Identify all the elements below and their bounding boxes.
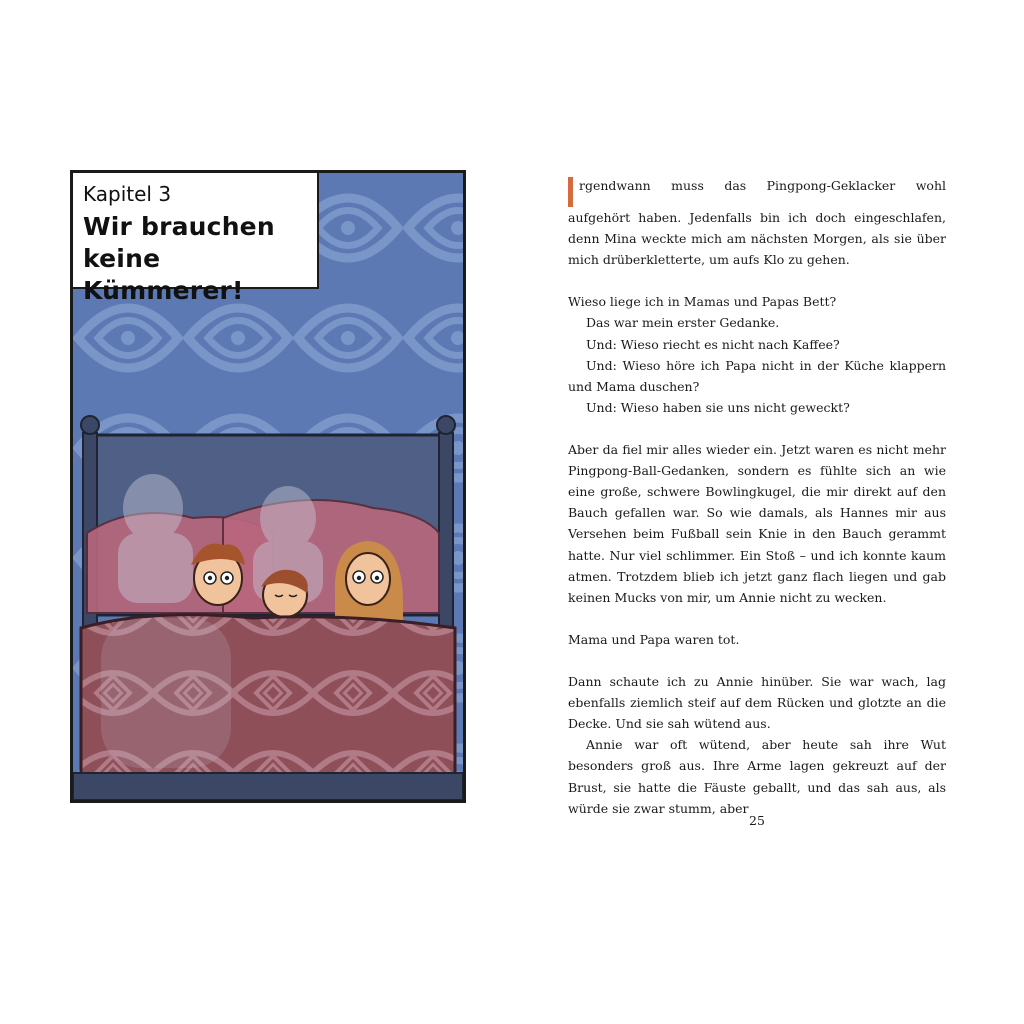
paragraph-5: Und: Wieso höre ich Papa nicht in der Küche klappern und Mama duschen? xyxy=(568,357,946,394)
paragraph-1-rest: haben. Jedenfalls bin ich doch eingeschlafen, denn Mina weckte mich am nächsten Morgen, als sie über mich drüberkletterte, um aufs Klo zu gehen. xyxy=(568,210,946,268)
chapter-title: Wir brauchen keine Kümmerer! xyxy=(83,212,275,305)
paragraph-1-first-line: rgendwann muss das Pingpong-Geklacker wohl aufgehört xyxy=(568,178,946,225)
page-number: 25 xyxy=(749,813,765,828)
paragraph-4: Und: Wieso riecht es nicht nach Kaffee? xyxy=(586,336,840,352)
paragraph-gap xyxy=(568,608,946,629)
chapter-label: Kapitel 3 xyxy=(83,182,172,206)
paragraph-8: Mama und Papa waren tot. xyxy=(568,631,740,647)
paragraph-gap xyxy=(568,650,946,671)
chapter-illustration xyxy=(70,170,466,803)
story-text xyxy=(568,175,946,819)
paragraph-3: Das war mein erster Gedanke. xyxy=(586,315,780,331)
dropcap-i xyxy=(568,177,573,207)
paragraph-gap xyxy=(568,270,946,291)
paragraph-gap xyxy=(568,418,946,439)
paragraph-9: Dann schaute ich zu Annie hinüber. Sie war wach, lag ebenfalls ziemlich steif auf dem Rücken und glotzte an die Decke. Und sie sah wütend aus. xyxy=(568,674,946,732)
paragraph-1 xyxy=(568,175,946,270)
paragraph-10: Annie war oft wütend, aber heute sah ihre Wut besonders groß aus. Ihre Arme lagen gekreuzt auf der Brust, sie hatte die Fäuste geballt, und das sah aus, als würde sie zwar stumm, aber xyxy=(568,737,946,816)
paragraph-2: Wieso liege ich in Mamas und Papas Bett? xyxy=(568,294,837,310)
chapter-title-box xyxy=(73,173,319,305)
paragraph-6: Und: Wieso haben sie uns nicht geweckt? xyxy=(586,399,850,415)
paragraph-7: Aber da fiel mir alles wieder ein. Jetzt waren es nicht mehr Pingpong-Ball-Gedanken, sondern es fühlte sich an wie eine große, schwere Bowlingkugel, die mir direkt auf den Bauch gefallen war. So wie damals, als Hannes mir aus Versehen beim Fußball sein Knie in den Bauch gerammt hatte. Nur viel schlimmer. Ein Stoß – und ich konnte kaum atmen. Trotzdem blieb ich jetzt ganz flach liegen und gab keinen Mucks von mir, um Annie nicht zu wecken. xyxy=(568,442,946,605)
